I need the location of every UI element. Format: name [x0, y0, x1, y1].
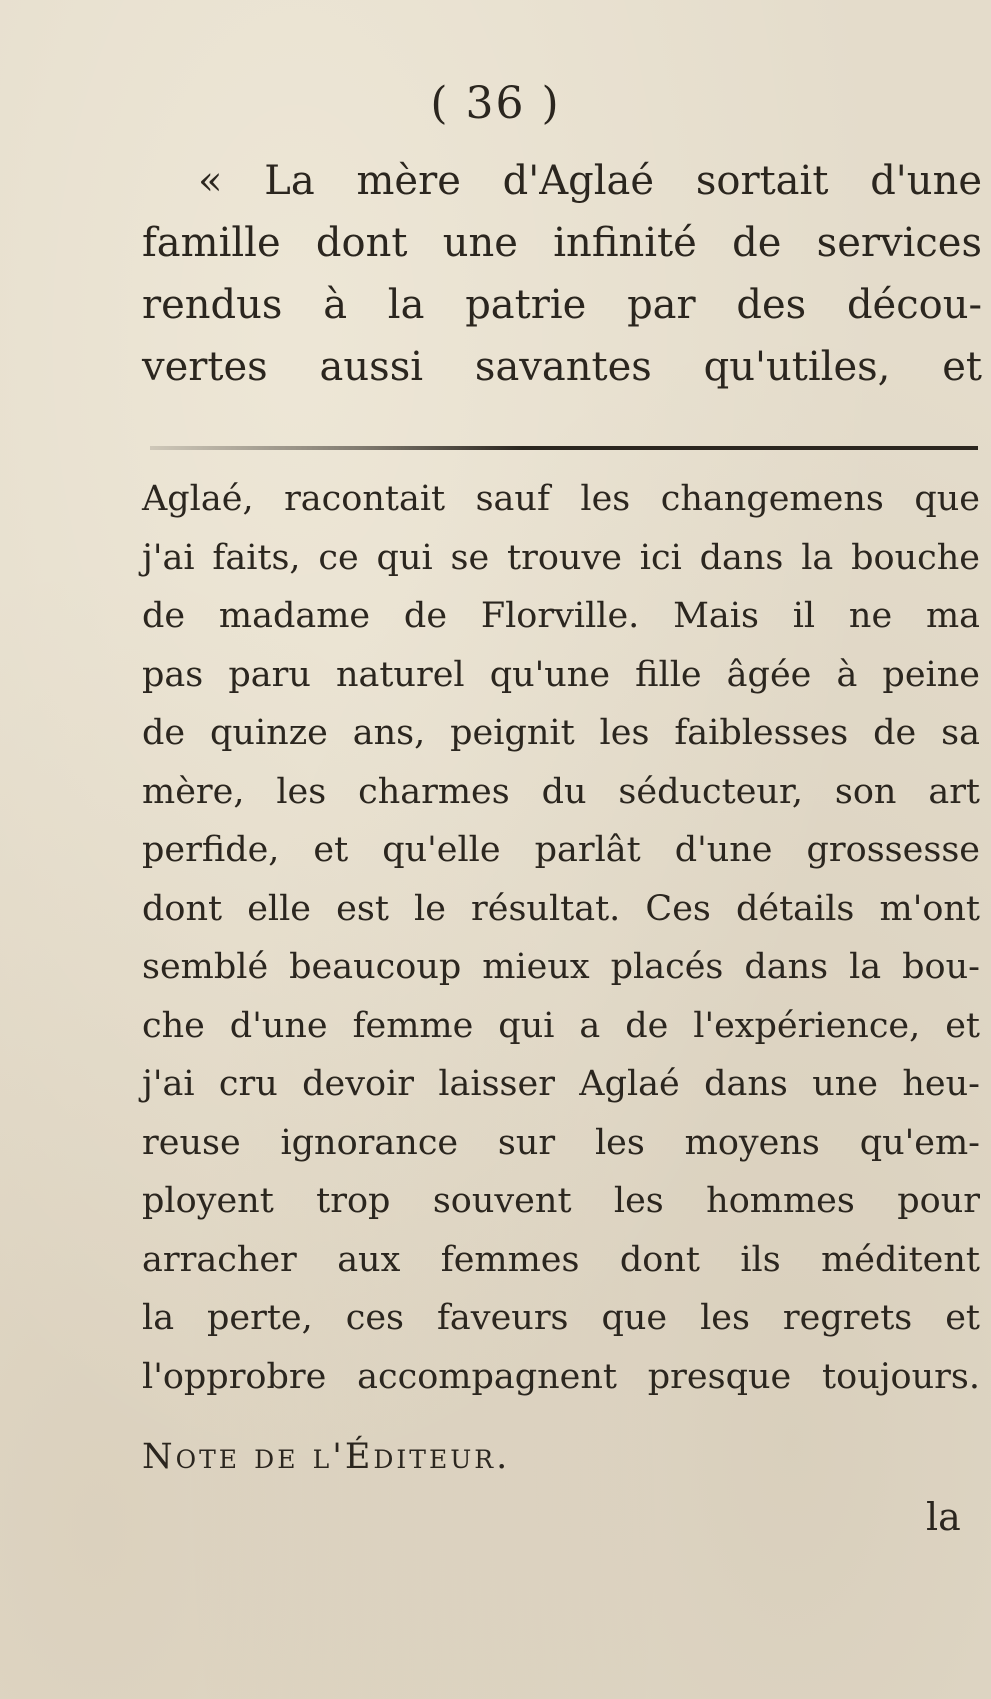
- footnote-divider: [150, 446, 978, 450]
- footnote-line: ployent trop souvent les hommes pour: [142, 1181, 980, 1221]
- catchword: la: [926, 1495, 961, 1539]
- footnote-line: j'ai faits, ce qui se trouve ici dans la bouche: [142, 537, 980, 578]
- footnote-line: arracher aux femmes dont ils méditent: [142, 1239, 980, 1280]
- footnote-line: perfide, et qu'elle parlât d'une grossesse: [142, 830, 980, 870]
- footnote-line: Aglaé, racontait sauf les changemens que: [142, 479, 980, 519]
- footnote-line: mère, les charmes du séducteur, son art: [142, 771, 980, 812]
- footnote-line: pas paru naturel qu'une fille âgée à peine: [142, 654, 980, 695]
- footnote-line: reuse ignorance sur les moyens qu'em-: [142, 1122, 980, 1163]
- text-line: « La mère d'Aglaé sortait d'une: [198, 158, 982, 204]
- footnote-line: semblé beaucoup mieux placés dans la bou-: [142, 947, 980, 987]
- footnote-line: j'ai cru devoir laisser Aglaé dans une heu-: [142, 1064, 980, 1104]
- text-line: famille dont une infinité de services: [142, 220, 982, 266]
- footnote-line: che d'une femme qui a de l'expérience, et: [142, 1005, 980, 1046]
- footnote: [142, 470, 980, 1406]
- main-text: [142, 150, 982, 398]
- footnote-line: de madame de Florville. Mais il ne ma: [142, 596, 980, 636]
- footnote-line: l'opprobre accompagnent presque toujours.: [142, 1356, 980, 1397]
- footnote-line: dont elle est le résultat. Ces détails m'ont: [142, 888, 980, 929]
- footnote-line: de quinze ans, peignit les faiblesses de sa: [142, 713, 980, 753]
- page-number: ( 36 ): [430, 78, 561, 129]
- footnote-signature: Note de l'Éditeur.: [142, 1437, 511, 1477]
- text-line: vertes aussi savantes qu'utiles, et: [142, 344, 982, 390]
- footnote-line: la perte, ces faveurs que les regrets et: [142, 1298, 980, 1338]
- text-line: rendus à la patrie par des décou-: [142, 282, 982, 328]
